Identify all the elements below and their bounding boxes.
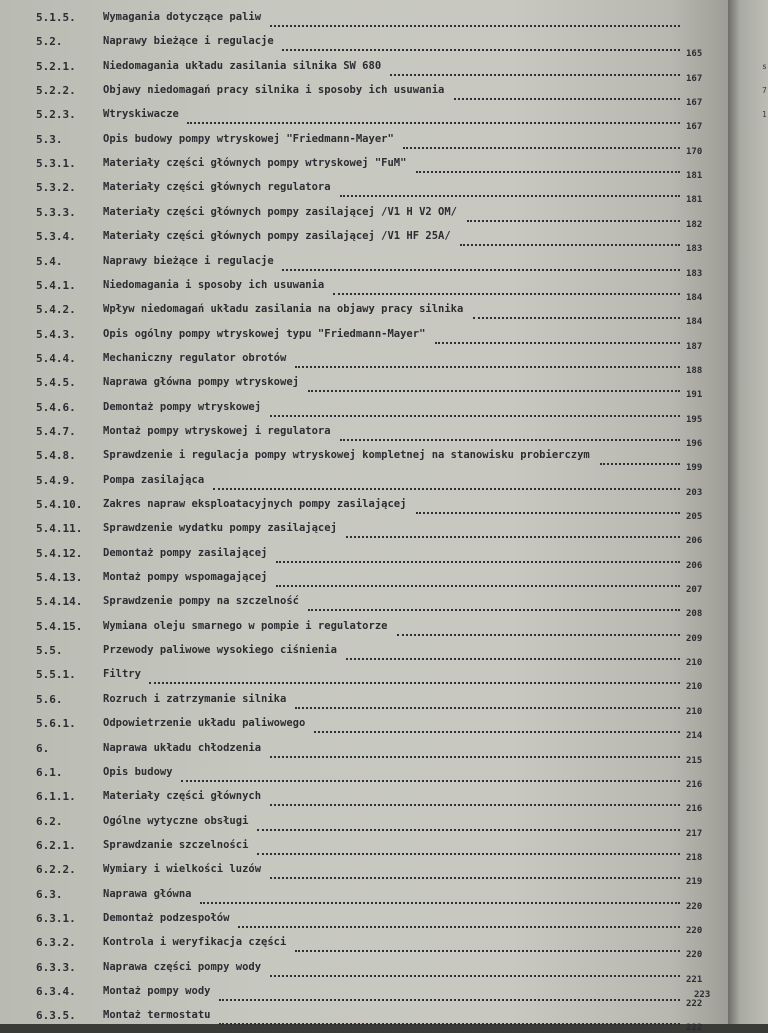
toc-entry	[0, 472, 728, 498]
toc-entry-page: 184	[686, 292, 703, 303]
toc-dot-leader	[219, 989, 680, 1001]
toc-entry-page: 191	[686, 390, 703, 401]
toc-entry	[0, 788, 728, 815]
toc-dot-leader	[181, 770, 680, 782]
toc-entry-number: 6.3.5.	[36, 1009, 76, 1023]
toc-entry-number: 5.4.9.	[36, 473, 76, 487]
toc-entry	[0, 9, 728, 29]
toc-entry	[0, 813, 728, 839]
toc-entry	[0, 1007, 728, 1033]
toc-entry-page: 183	[686, 244, 703, 255]
toc-entry	[0, 179, 728, 206]
toc-entry	[0, 934, 728, 961]
toc-entry-number: 6.3.3.	[36, 960, 76, 974]
toc-entry	[0, 33, 728, 60]
toc-entry-number: 5.4.3.	[36, 327, 76, 341]
toc-entry-title: Wymiana oleju smarnego w pompie i regulatorze	[103, 619, 388, 632]
toc-entry-number: 5.4.11.	[36, 522, 83, 536]
toc-entry-number: 5.4.8.	[36, 449, 76, 463]
toc-entry-number: 6.3.	[36, 887, 63, 901]
toc-dot-leader	[295, 940, 680, 952]
toc-entry-title: Materiały części głównych regulatora	[103, 181, 331, 194]
toc-dot-leader	[340, 429, 680, 441]
toc-entry-title: Rozruch i zatrzymanie silnika	[103, 692, 287, 705]
toc-entry	[0, 983, 728, 1009]
toc-entry-number: 6.3.1.	[36, 911, 76, 925]
toc-entry-page: 205	[686, 512, 703, 522]
toc-entry-title: Naprawa części pompy wody	[103, 960, 262, 973]
toc-entry-page: 206	[686, 536, 703, 547]
toc-entry-number: 5.1.5.	[36, 11, 76, 24]
toc-entry-page: 215	[686, 755, 703, 766]
toc-dot-leader	[257, 843, 680, 855]
toc-dot-leader	[238, 916, 680, 928]
toc-entry-page: 199	[686, 463, 703, 474]
toc-entry-title: Naprawa główna pompy wtryskowej	[103, 376, 299, 389]
toc-entry-title: Montaż termostatu	[103, 1009, 211, 1022]
toc-entry-number: 5.6.	[36, 692, 63, 706]
toc-entry-title: Montaż pompy wtryskowej i regulatora	[103, 424, 331, 437]
toc-entry	[0, 642, 728, 669]
toc-entry-number: 5.4.7.	[36, 424, 76, 438]
toc-dot-leader	[270, 405, 680, 417]
toc-entry-number: 5.2.3.	[36, 108, 76, 122]
toc-dot-leader	[308, 599, 680, 611]
page-edge-mark: 7	[762, 86, 767, 95]
toc-dot-leader	[219, 1013, 680, 1025]
toc-entry	[0, 764, 728, 790]
toc-entry-number: 5.3.3.	[36, 205, 76, 219]
toc-entry-page: 210	[686, 658, 703, 669]
toc-dot-leader	[403, 137, 680, 149]
toc-entry-page: 210	[686, 706, 703, 717]
toc-entry-number: 5.5.1.	[36, 668, 76, 682]
toc-entry	[0, 228, 728, 255]
toc-dot-leader	[314, 721, 680, 733]
toc-dot-leader	[270, 746, 680, 758]
toc-entry-title: Demontaż podzespołów	[103, 911, 230, 924]
toc-dot-leader	[149, 672, 680, 684]
toc-entry	[0, 253, 728, 279]
toc-entry-number: 5.4.15.	[36, 619, 83, 633]
toc-dot-leader	[416, 161, 680, 173]
toc-entry-page: 167	[686, 98, 703, 109]
toc-entry-number: 5.4.5.	[36, 376, 76, 390]
toc-entry	[0, 155, 728, 182]
toc-entry-title: Wymiary i wielkości luzów	[103, 863, 262, 876]
toc-entry	[0, 520, 728, 547]
toc-dot-leader	[346, 648, 680, 660]
toc-entry-page: 165	[686, 49, 703, 60]
toc-entry-page: 221	[686, 974, 703, 985]
toc-entry	[0, 740, 728, 766]
toc-entry-number: 5.2.	[36, 35, 63, 49]
toc-entry-title: Naprawy bieżące i regulacje	[103, 254, 274, 267]
toc-entry-number: 5.3.2.	[36, 181, 76, 195]
toc-entry-page: 222	[686, 999, 703, 1009]
toc-dot-leader	[346, 526, 680, 538]
toc-entry	[0, 691, 728, 717]
toc-entry-number: 6.2.2.	[36, 863, 76, 877]
toc-entry-page: 167	[686, 73, 703, 84]
toc-entry-number: 5.6.1.	[36, 717, 76, 731]
toc-dot-leader	[295, 697, 680, 709]
toc-entry-title: Materiały części głównych pompy wtryskowej "FuM"	[103, 157, 407, 170]
toc-entry	[0, 423, 728, 449]
toc-dot-leader	[390, 64, 680, 76]
toc-entry-number: 6.2.1.	[36, 838, 76, 852]
toc-entry-title: Przewody paliwowe wysokiego ciśnienia	[103, 644, 337, 657]
toc-entry-page: 203	[686, 487, 703, 498]
toc-entry-title: Naprawy bieżące i regulacje	[103, 35, 274, 48]
toc-entry-title: Wpływ niedomagań układu zasilania na objawy pracy silnika	[103, 303, 464, 316]
toc-entry-number: 5.4.2.	[36, 303, 76, 317]
toc-entry-number: 5.5.	[36, 644, 63, 658]
toc-entry	[0, 374, 728, 401]
toc-entry-title: Naprawa układu chłodzenia	[103, 741, 262, 754]
toc-entry-number: 5.4.12.	[36, 546, 83, 560]
toc-entry-title: Opis budowy pompy wtryskowej "Friedmann-Mayer"	[103, 132, 394, 145]
toc-entry-page: 184	[686, 317, 703, 328]
toc-entry-title: Sprawdzanie szczelności	[103, 838, 249, 851]
toc-entry-title: Wymagania dotyczące paliw	[103, 11, 262, 23]
toc-entry-page: 188	[686, 365, 703, 376]
toc-dot-leader	[213, 478, 680, 490]
toc-entry-page: 207	[686, 585, 703, 596]
toc-entry-page: 187	[686, 341, 703, 352]
toc-dot-leader	[333, 283, 680, 295]
toc-entry-title: Naprawa główna	[103, 887, 192, 900]
toc-entry-title: Kontrola i weryfikacja części	[103, 936, 287, 949]
toc-entry-number: 6.3.4.	[36, 985, 76, 998]
toc-dot-leader	[270, 965, 680, 977]
toc-entry-number: 5.2.1.	[36, 59, 76, 73]
toc-entry	[0, 204, 728, 230]
toc-entry-title: Odpowietrzenie układu paliwowego	[103, 717, 306, 730]
toc-entry-page: 216	[686, 804, 703, 815]
toc-dot-leader	[600, 453, 680, 465]
toc-entry	[0, 399, 728, 425]
toc-entry	[0, 106, 728, 133]
toc-entry	[0, 326, 728, 352]
toc-dot-leader	[276, 575, 680, 587]
toc-dot-leader	[295, 356, 680, 368]
toc-entry	[0, 837, 728, 863]
page-edge-mark: 1	[762, 110, 767, 119]
toc-dot-leader	[282, 259, 680, 271]
toc-trailing-page: 223	[694, 990, 711, 1000]
toc-dot-leader	[276, 551, 680, 563]
toc-entry-number: 5.4.1.	[36, 278, 76, 292]
toc-entry-page: 183	[686, 268, 703, 279]
toc-entry-page: 222	[686, 1023, 703, 1033]
toc-entry	[0, 447, 728, 474]
toc-entry	[0, 715, 728, 742]
toc-entry-title: Mechaniczny regulator obrotów	[103, 351, 287, 364]
toc-dot-leader	[454, 88, 680, 100]
toc-entry-title: Materiały części głównych	[103, 790, 262, 803]
toc-entry-title: Opis budowy	[103, 765, 173, 778]
toc-entry-number: 5.2.2.	[36, 84, 76, 98]
toc-entry-number: 5.4.	[36, 254, 63, 268]
toc-entry-page: 217	[686, 828, 703, 839]
toc-entry	[0, 618, 728, 644]
toc-entry-title: Niedomagania układu zasilania silnika SW 680	[103, 59, 382, 72]
toc-entry-page: 210	[686, 682, 703, 693]
toc-entry	[0, 545, 728, 571]
toc-dot-leader	[460, 234, 680, 246]
toc-entry-title: Montaż pompy wody	[103, 985, 211, 997]
toc-entry-title: Sprawdzenie pompy na szczelność	[103, 595, 299, 608]
toc-entry-number: 5.4.4.	[36, 351, 76, 365]
toc-entry-title: Montaż pompy wspomagającej	[103, 571, 268, 584]
toc-entry	[0, 350, 728, 376]
toc-entry-page: 220	[686, 925, 703, 936]
toc-entry-page: 220	[686, 950, 703, 961]
toc-entry-number: 6.2.	[36, 814, 63, 828]
toc-entry-title: Wtryskiwacze	[103, 108, 179, 121]
toc-dot-leader	[270, 794, 680, 806]
toc-entry-title: Sprawdzenie i regulacja pompy wtryskowej kompletnej na stanowisku probierczym	[103, 449, 590, 462]
toc-dot-leader	[282, 39, 680, 51]
toc-entry-page: 220	[686, 901, 703, 912]
toc-dot-leader	[340, 185, 680, 197]
toc-entry-title: Demontaż pompy zasilającej	[103, 546, 268, 559]
toc-entry-page: 195	[686, 414, 703, 425]
toc-entry-title: Demontaż pompy wtryskowej	[103, 400, 262, 413]
toc-entry	[0, 131, 728, 157]
toc-entry-page: 218	[686, 852, 703, 863]
toc-entry-page: 216	[686, 779, 703, 790]
toc-dot-leader	[467, 210, 680, 222]
toc-dot-leader	[187, 112, 680, 124]
toc-entry-number: 5.4.14.	[36, 595, 83, 609]
toc-entry-number: 5.3.1.	[36, 157, 76, 171]
toc-entry-page: 167	[686, 122, 703, 133]
toc-entry-title: Niedomagania i sposoby ich usuwania	[103, 278, 325, 291]
page-edge-mark: s	[762, 62, 767, 71]
toc-entry-title: Zakres napraw eksploatacyjnych pompy zasilającej	[103, 498, 407, 510]
toc-entry-page: 214	[686, 731, 703, 742]
toc-entry-title: Materiały części głównych pompy zasilającej /V1 H V2 OM/	[103, 205, 458, 218]
toc-dot-leader	[270, 867, 680, 879]
toc-entry-title: Pompa zasilająca	[103, 473, 205, 486]
toc-entry-number: 5.3.4.	[36, 230, 76, 244]
toc-entry-number: 6.1.	[36, 765, 63, 779]
toc-dot-leader	[270, 15, 680, 27]
toc-entry-page: 208	[686, 609, 703, 620]
toc-dot-leader	[308, 380, 680, 392]
toc-entry-title: Filtry	[103, 668, 141, 681]
toc-entry-number: 5.4.6.	[36, 400, 76, 414]
toc-dot-leader	[397, 624, 680, 636]
toc-entry-page: 206	[686, 560, 703, 571]
toc-entry-number: 5.3.	[36, 132, 63, 146]
toc-dot-leader	[200, 892, 680, 904]
toc-entry-page: 181	[686, 171, 703, 182]
toc-entry-page: 182	[686, 219, 703, 230]
toc-entry-number: 6.1.1.	[36, 790, 76, 804]
toc-entry-number: 6.3.2.	[36, 936, 76, 950]
toc-entry	[0, 886, 728, 912]
toc-dot-leader	[435, 332, 680, 344]
toc-entry	[0, 910, 728, 936]
toc-entry	[0, 496, 728, 522]
toc-entry-title: Opis ogólny pompy wtryskowej typu "Friedmann-Mayer"	[103, 327, 426, 340]
adjacent-page-edge	[728, 0, 768, 1024]
toc-dot-leader	[416, 502, 680, 514]
toc-entry-page: 196	[686, 438, 703, 449]
toc-entry	[0, 959, 728, 985]
toc-entry-title: Objawy niedomagań pracy silnika i sposoby ich usuwania	[103, 84, 445, 97]
toc-entry	[0, 82, 728, 109]
toc-entry	[0, 861, 728, 888]
toc-entry-title: Sprawdzenie wydatku pompy zasilającej	[103, 522, 337, 535]
toc-entry-title: Materiały części głównych pompy zasilającej /V1 HF 25A/	[103, 230, 451, 243]
toc-entry	[0, 277, 728, 303]
toc-entry-page: 209	[686, 633, 703, 644]
toc-entry-page: 181	[686, 195, 703, 206]
toc-dot-leader	[473, 307, 680, 319]
toc-entry	[0, 666, 728, 693]
toc-entry	[0, 593, 728, 620]
toc-entry-page: 219	[686, 877, 703, 888]
toc-entry-number: 5.4.10.	[36, 498, 83, 511]
toc-entry-number: 6.	[36, 741, 50, 755]
toc-entry	[0, 58, 728, 84]
toc-entry-number: 5.4.13.	[36, 571, 83, 585]
toc-entry	[0, 301, 728, 328]
toc-dot-leader	[257, 819, 680, 831]
toc-entry	[0, 569, 728, 596]
toc-entry-title: Ogólne wytyczne obsługi	[103, 814, 249, 827]
toc-entry-page: 170	[686, 146, 703, 157]
